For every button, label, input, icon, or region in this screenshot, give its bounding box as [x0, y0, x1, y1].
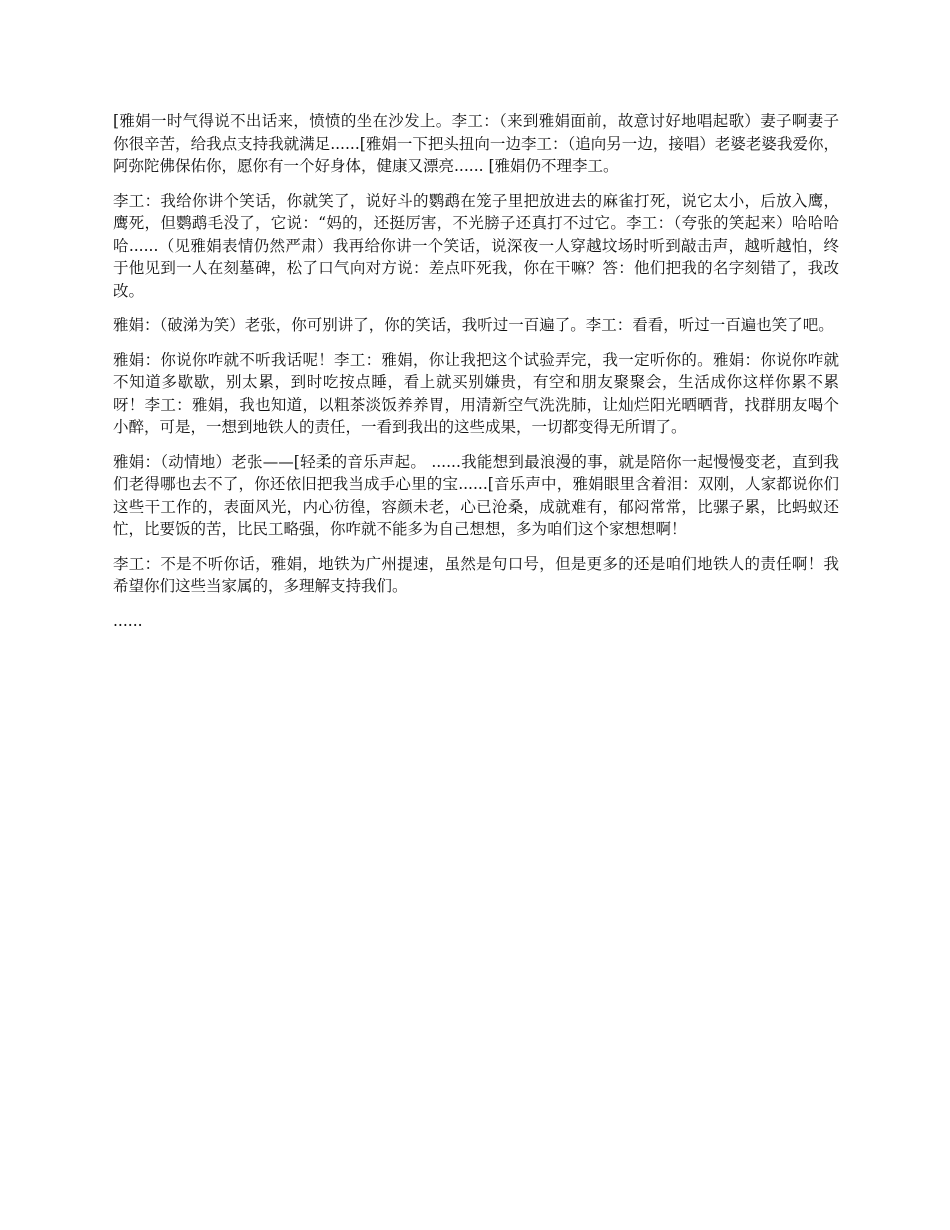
paragraph-2: 李工：我给你讲个笑话，你就笑了，说好斗的鹦鹉在笼子里把放进去的麻雀打死，说它太小，后放入鹰，鹰死，但鹦鹉毛没了，它说：“妈的，还挺厉害，不光膀子还真打不过它。李工：（夸张的笑起来）哈哈哈哈......（见雅娟表情仍然严肃）我再给你讲一个笑话，说深夜一人穿越坟场时听到敲击声，越听越怕，终于他见到一人在刻墓碑，松了口气向对方说：差点吓死我，你在干嘛？答：他们把我的名字刻错了，我改改。 [113, 191, 839, 300]
paragraph-5: 雅娟：（动情地）老张——[轻柔的音乐声起。 ......我能想到最浪漫的事，就是陪你一起慢慢变老，直到我们老得哪也去不了，你还依旧把我当成手心里的宝......[音乐声中，雅娟眼里含着泪：双刚，人家都说你们这些干工作的，表面风光，内心彷徨，容颜未老，心已沧桑，成就难有，郁闷常常，比骡子累，比蚂蚁还忙，比要饭的苦，比民工略强，你咋就不能多为自己想想，多为咱们这个家想想啊！ [113, 452, 839, 538]
paragraph-3: 雅娟：（破涕为笑）老张，你可别讲了，你的笑话，我听过一百遍了。李工：看看，听过一百遍也笑了吧。 [113, 316, 834, 334]
paragraph-4: 雅娟：你说你咋就不听我话呢！李工：雅娟，你让我把这个试验弄完，我一定听你的。雅娟：你说你咋就不知道多歇歇，别太累，到时吃按点睡，看上就买别嫌贵，有空和朋友聚聚会，生活成你这样你累不累呀！李工：雅娟，我也知道，以粗茶淡饭养养胃，用清新空气洗洗肺，让灿烂阳光晒晒背，找群朋友喝个小醉，可是，一想到地铁人的责任，一看到我出的这些成果，一切都变得无所谓了。 [113, 350, 839, 436]
paragraph-6: 李工：不是不听你话，雅娟，地铁为广州提速，虽然是句口号，但是更多的还是咱们地铁人的责任啊！我希望你们这些当家属的，多理解支持我们。 [113, 554, 839, 595]
paragraph-1: [雅娟一时气得说不出话来，愤愤的坐在沙发上。李工：（来到雅娟面前，故意讨好地唱起歌）妻子啊妻子你很辛苦，给我点支持我就满足......[雅娟一下把头扭向一边李工：（追向另一边，接唱）老婆老婆我爱你，阿弥陀佛保佑你，愿你有一个好身体，健康又漂亮...... [雅娟仍不理李工。 [113, 112, 839, 175]
document-page [113, 110, 839, 644]
paragraph-ellipsis: ...... [113, 611, 143, 630]
